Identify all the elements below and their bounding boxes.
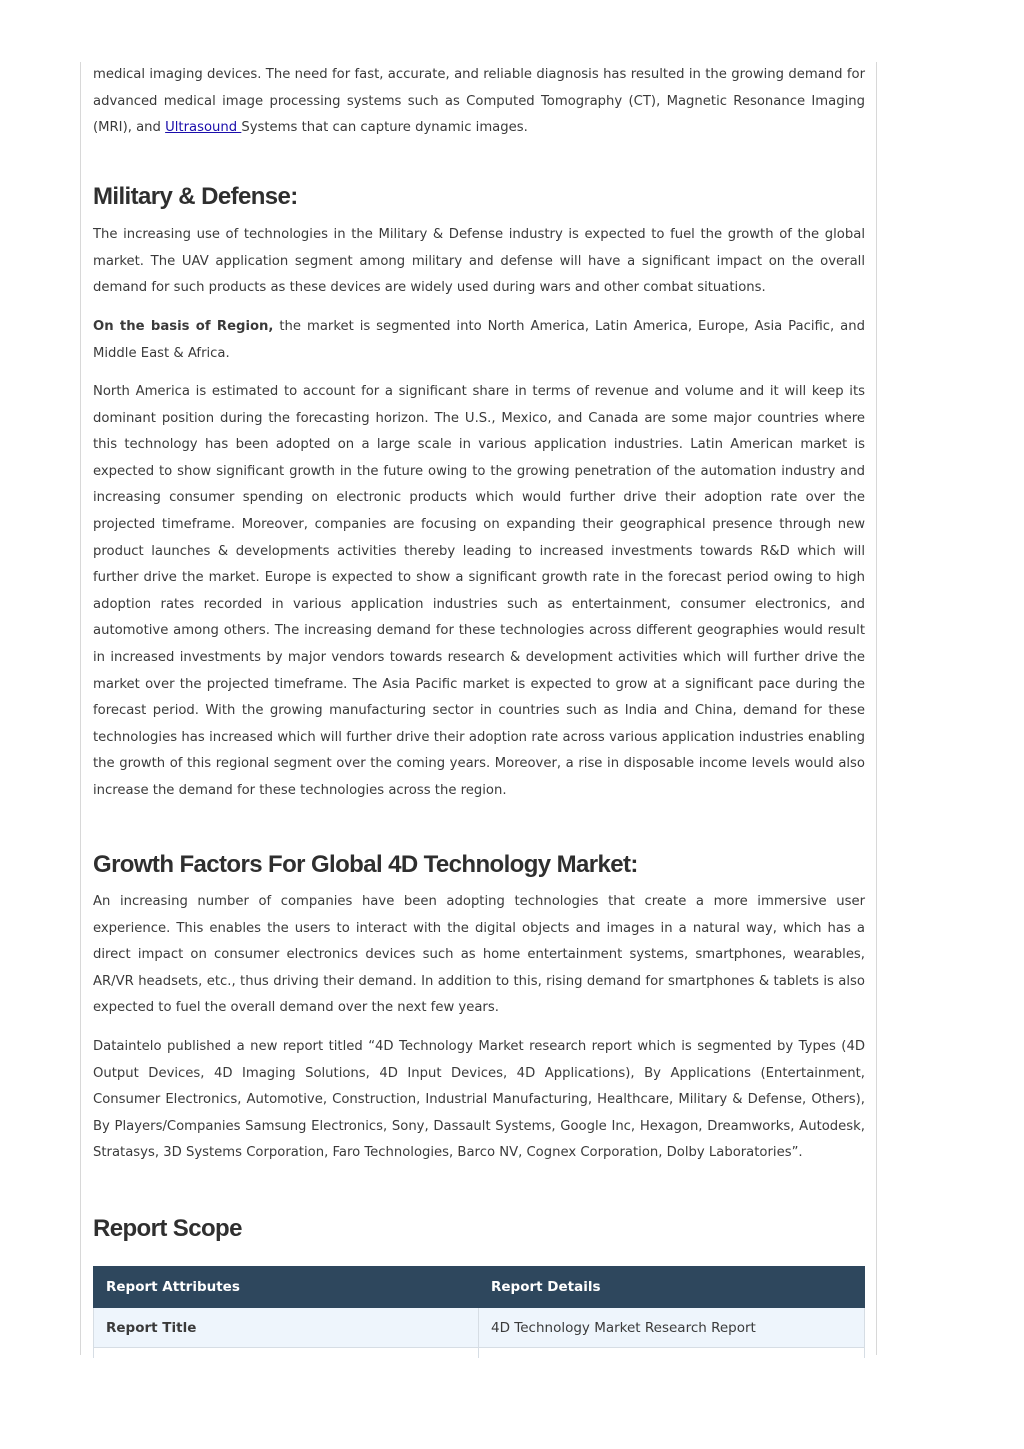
intro-paragraph [93,62,865,142]
intro-text: medical imaging devices. The need for fast, accurate, and reliable diagnosis has resulted in the growing demand for advanced medical image processing systems such as Computed Tomography (CT), Magnetic Resonance Imaging (MRI), and [93,67,865,136]
region-text: the market is segmented into North America, Latin America, Europe, Asia Paciﬁc, and Middle East & Africa. [93,319,865,361]
growth-paragraph-1: An increasing number of companies have been adopting technologies that create a more immersive user experience. This enables the users to interact with the digital objects and images in a natural way, which has a direct impact on consumer electronics devices such as home entertainment systems, smartphones, wearables, AR/VR headsets, etc., thus driving their demand. In addition to this, rising demand for smartphones & tablets is also expected to fuel the overall demand over the next few years. [93,894,865,1016]
growth-paragraph-2: Dataintelo published a new report titled “4D Technology Market research report which is segmented by Types (4D Output Devices, 4D Imaging Solutions, 4D Input Devices, 4D Applications), By Applications (Entertainment, Consumer Electronics, Automotive, Construction, Industrial Manufacturing, Healthcare, Military & Defense, Others), By Players/Companies Samsung Electronics, Sony, Dassault Systems, Google Inc, Hexagon, Dreamworks, Autodesk, Stratasys, 3D Systems Corporation, Faro Technologies, Barco NV, Cognex Corporation, Dolby Laboratories”. [93,1039,865,1161]
military-heading: Military & Defense: [93,183,298,210]
table-row [94,1308,865,1348]
region-lead: On the basis of Region, [93,319,274,334]
growth-heading: Growth Factors For Global 4D Technology Market: [93,851,638,878]
report-scope-heading: Report Scope [93,1215,242,1242]
report-scope-table-wrap [93,1266,865,1358]
intro-text-end: Systems that can capture dynamic images. [241,120,528,136]
table-header-row [94,1267,865,1308]
row-attribute-cell: Report Title [94,1308,479,1348]
document-page [80,62,877,1355]
table-row [94,1348,865,1359]
report-scope-table [93,1266,865,1358]
north-america-paragraph: North America is estimated to account for a signiﬁcant share in terms of revenue and volume and it will keep its dominant position during the forecasting horizon. The U.S., Mexico, and Canada are some major countries where this technology has been adopted on a large scale in various application industries. Latin American market is expected to show signiﬁcant growth in the future owing to the growing penetration of the automation industry and increasing consumer spending on electronic products which would further drive their adoption rate over the projected timeframe. Moreover, companies are focusing on expanding their geographical presence through new product launches & developments activities thereby leading to increased investments towards R&D which will further drive the market. Europe is expected to show a signiﬁcant growth rate in the forecast period owing to high adoption rates recorded in various application industries such as entertainment, consumer electronics, and automotive among others. The increasing demand for these technologies across diﬀerent geographies would result in increased investments by major vendors towards research & development activities which will further drive the market over the projected timeframe. The Asia Paciﬁc market is expected to grow at a signiﬁcant pace during the forecast period. With the growing manufacturing sector in countries such as India and China, demand for these technologies has increased which will further drive their adoption rate across various application industries enabling the growth of this regional segment over the coming years. Moreover, a rise in disposable income levels would also increase the demand for these technologies across the region. [93,384,865,798]
military-paragraph: The increasing use of technologies in the Military & Defense industry is expected to fuel the growth of the global market. The UAV application segment among military and defense will have a signiﬁcant impact on the overall demand for such products as these devices are widely used during wars and other combat situations. [93,227,865,296]
row-attribute-cell [94,1348,479,1359]
column-header-details: Report Details [479,1267,865,1308]
row-detail-cell: 4D Technology Market Research Report [479,1308,865,1348]
row-detail-cell [479,1348,865,1359]
ultrasound-link[interactable]: Ultrasound [165,120,242,136]
region-paragraph [93,314,865,367]
column-header-attributes: Report Attributes [94,1267,479,1308]
